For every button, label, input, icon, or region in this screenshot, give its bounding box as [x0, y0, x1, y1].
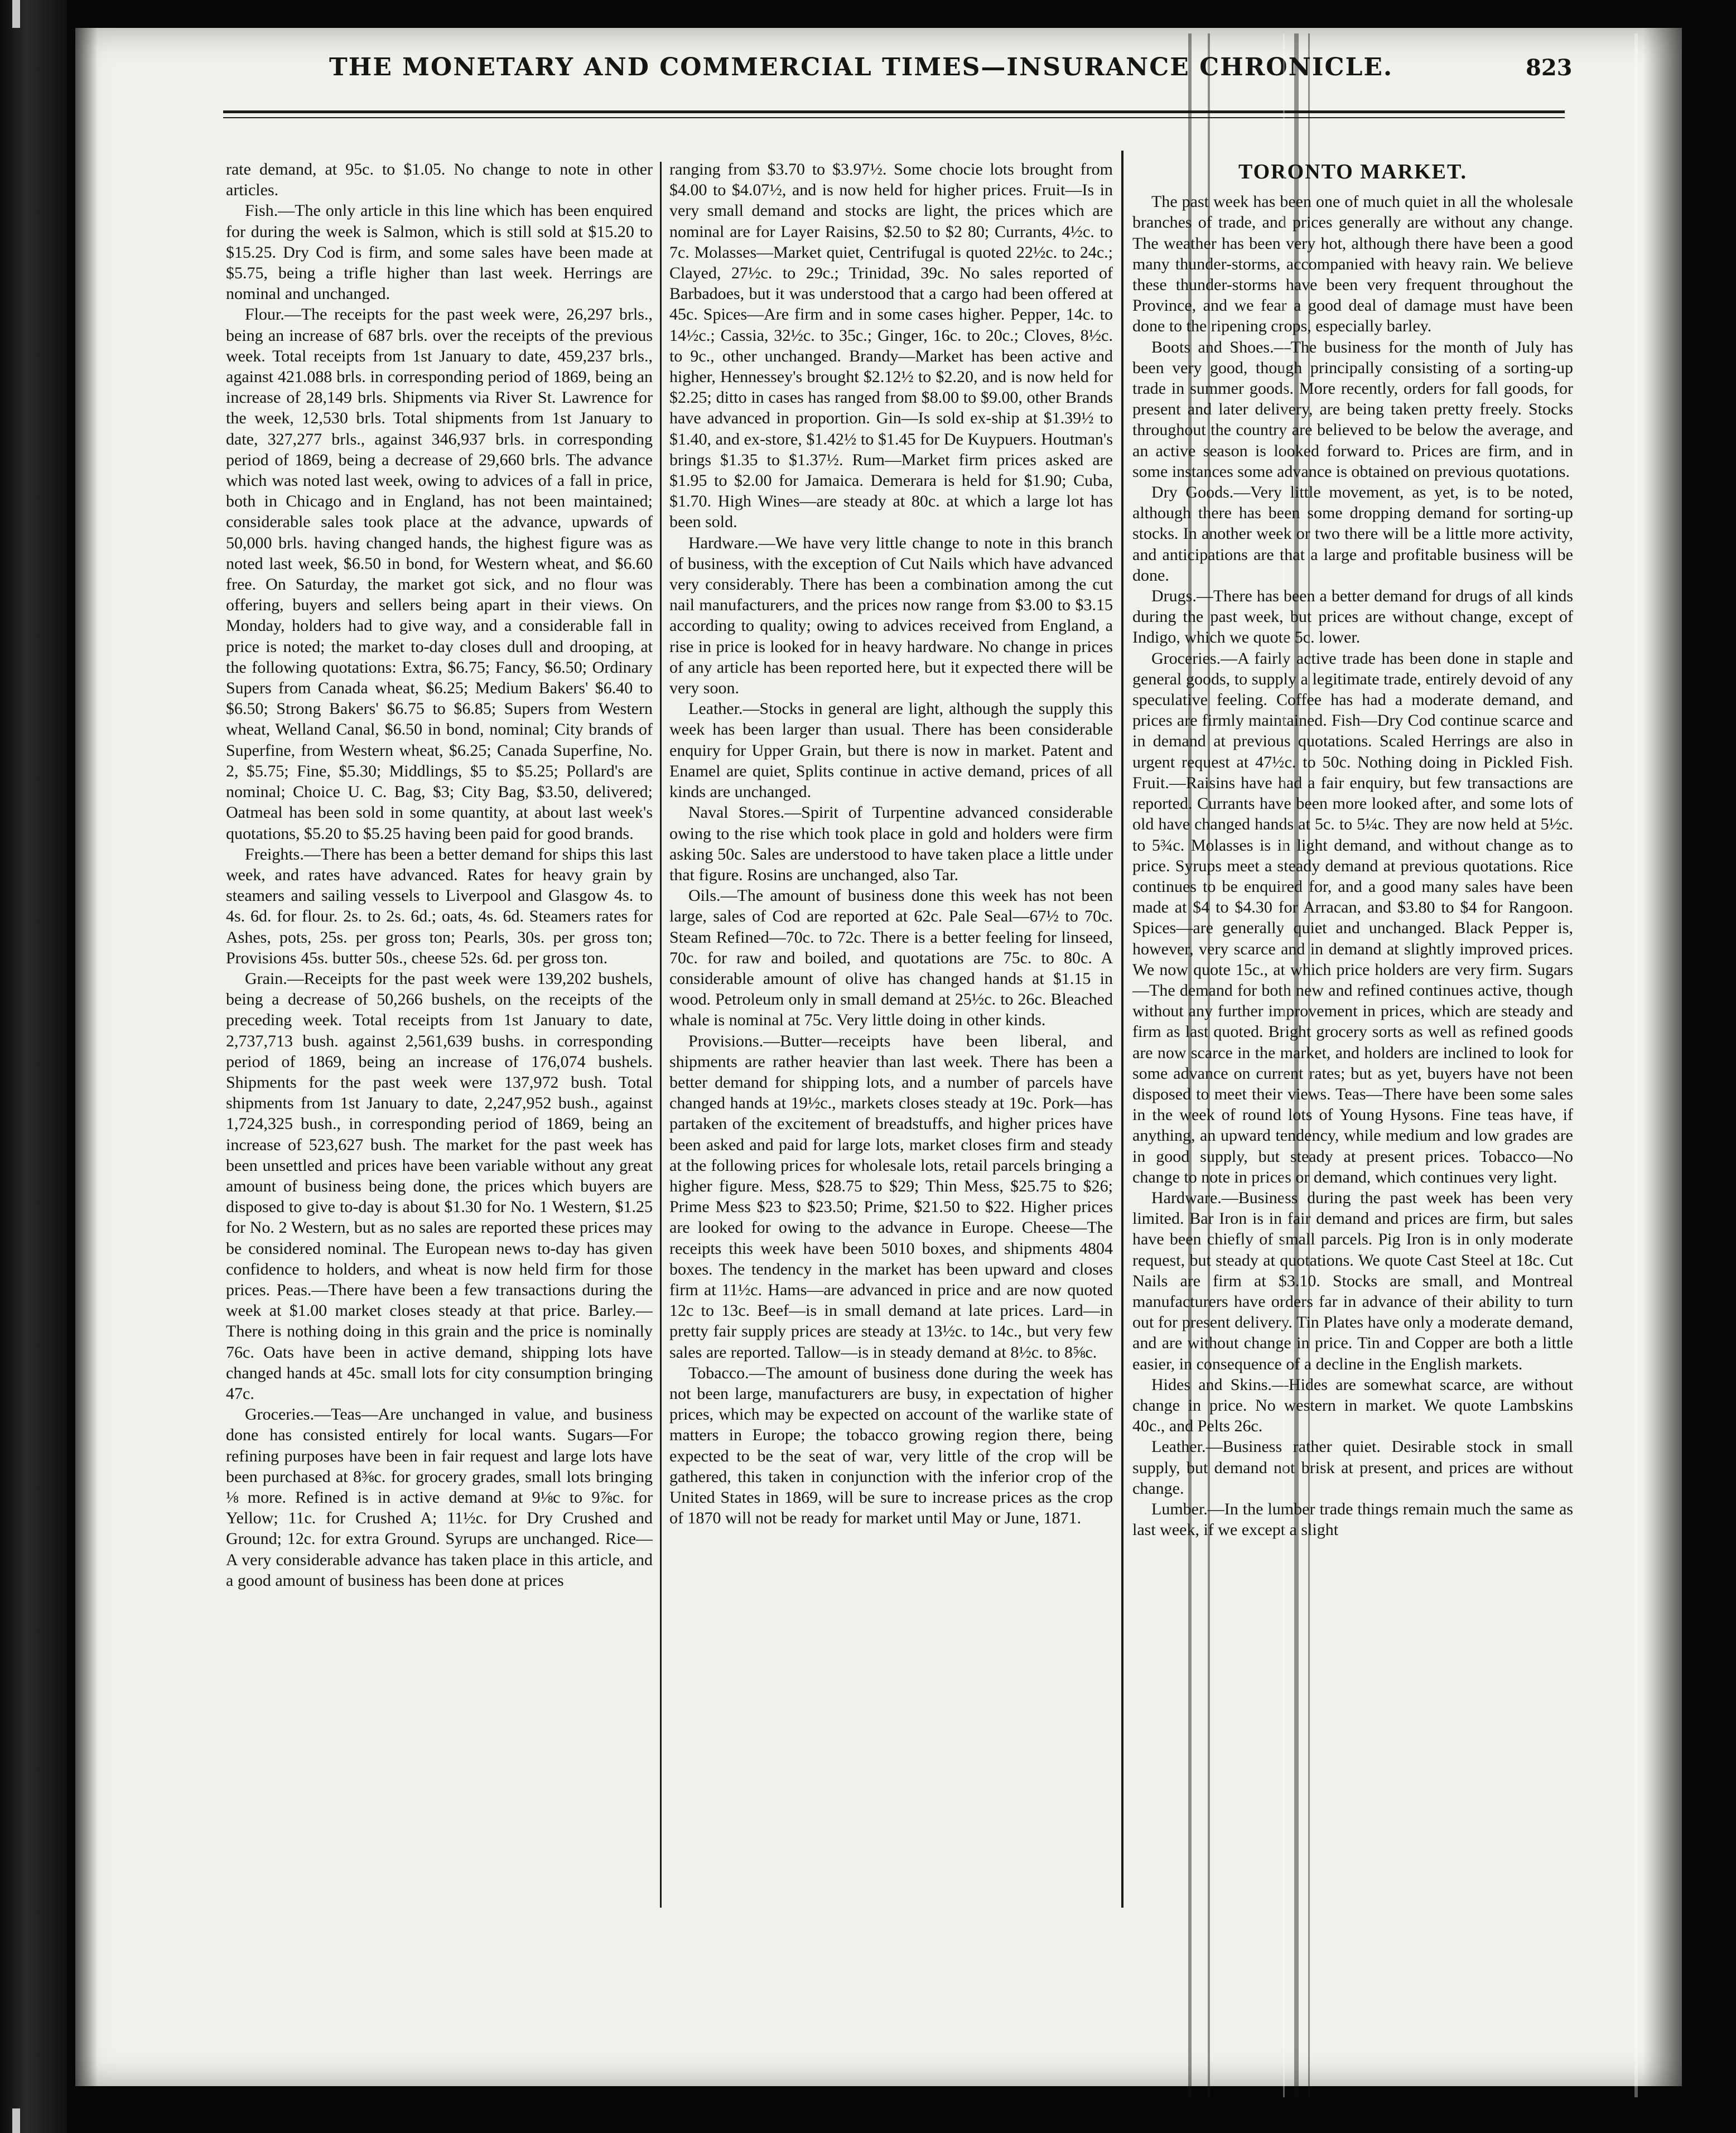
paragraph-drugs: Drugs.—There has been a better demand for drugs of all kinds during the past week, but prices are without change, except of Indigo, which we quote 5c. lower. [1132, 587, 1573, 647]
paragraph-lumber: Lumber.—In the lumber trade things remain much the same as last week, if we except a slight [1132, 1500, 1573, 1540]
film-edge [0, 0, 67, 2133]
column-divider-1 [660, 162, 662, 1908]
paragraph-flour: Flour.—The receipts for the past week were, 26,297 brls., being an increase of 687 brls. over the receipts of the previous week. Total receipts from 1st January to date, 459,237 brls., against 421.088 brls. in corresponding period of 1869, being an increase of 28,149 brls. Shipments via River St. Lawrence for the week, 12,530 brls. Total shipments from 1st January to date, 327,277 brls., against 346,937 brls. in corresponding period of 1869, being a decrease of 29,660 brls. The advance which was noted last week, owing to advices of a fall in price, both in Chicago and in England, has not been maintained; considerable sales took place at the advance, upwards of 50,000 brls. having changed hands, the highest figure was as noted last week, $6.50 in bond, for Western wheat, and $6.60 free. On Saturday, the market got sick, and no flour was offering, buyers and sellers being apart in their views. On Monday, holders had to give way, and a considerable fall in price is noted; the market to-day closes dull and drooping, at the following quotations: Extra, $6.75; Fancy, $6.50; Ordinary Supers from Canada wheat, $6.25; Medium Bakers' $6.40 to $6.50; Strong Bakers' $6.75 to $6.85; Supers from Western wheat, Welland Canal, $6.50 in bond, nominal; City brands of Superfine, from Western wheat, $6.25; Canada Superfine, No. 2, $5.75; Fine, $5.30; Middlings, $5 to $5.25; Pollard's are nominal; Choice U. C. Bag, $3; City Bag, $3.50, delivered; Oatmeal has been sold in some quantity, at about last week's quotations, $5.20 to $5.25 having been paid for good brands. [226, 305, 653, 843]
paragraph-intro: The past week has been one of much quiet in all the wholesale branches of trade, and prices generally are without any change. The weather has been very hot, although there have been a good many thunder-storms, accompanied with heavy rain. We believe these thunder-storms have been very frequent throughout the Province, and we fear a good deal of damage must have been done to the ripening crops, especially barley. [1132, 192, 1573, 336]
film-scratch [1283, 33, 1285, 2097]
paragraph-tobacco: Tobacco.—The amount of business done during the week has not been large, manufacturers are busy, in expectation of higher prices, which may be expected on account of the warlike state of matters in Europe; the tobacco growing region there, being expected to be the seat of war, very little of the crop will be gathered, this taken in conjunction with the inferior crop of the United States in 1869, will be sure to increase prices as the crop of 1870 will not be ready for market until May or June, 1871. [669, 1363, 1113, 1528]
section-heading: TORONTO MARKET. [1238, 162, 1468, 184]
paragraph-rice-continued: ranging from $3.70 to $3.97½. Some chocie lots brought from $4.00 to $4.07½, and is now held for higher prices. Fruit—Is in very small demand and stocks are light, the prices which are nominal are for Layer Raisins, $2.50 to $2 80; Currants, 4½c. to 7c. Molasses—Market quiet, Centrifugal is quoted 22½c. to 24c.; Clayed, 27½c. to 29c.; Trinidad, 39c. No sales reported of Barbadoes, but it was understood that a cargo had been offered at 45c. Spices—Are firm and in some cases higher. Pepper, 14c. to 14½c.; Cassia, 32½c. to 35c.; Ginger, 16c. to 20c.; Cloves, 8½c. to 9c., other unchanged. Brandy—Market has been active and higher, Hennessey's brought $2.12½ to $2.20, and is now held for $2.25; ditto in cases has ranged from $8.00 to $9.00, other Brands have advanced in proportion. Gin—Is sold ex-ship at $1.39½ to $1.40, and ex-store, $1.42½ to $1.45 for De Kuypuers. Houtman's brings $1.35 to $1.37½. Rum—Market firm prices asked are $1.95 to $2.00 for Jamaica. Demerara is held for $1.90; Cuba, $1.70. High Wines—are steady at 80c. at which a large lot has been sold. [669, 160, 1113, 532]
column-right [1132, 162, 1573, 1905]
paragraph-hardware: Hardware.—Business during the past week has been very limited. Bar Iron is in fair demand and prices are firm, but sales have been chiefly of small parcels. Pig Iron is in only moderate request, but steady at quotations. We quote Cast Steel at 18c. Cut Nails are firm at $3.10. Stocks are small, and Montreal manufacturers have orders far in advance of their ability to turn out for present delivery. Tin Plates have only a moderate demand, and are without change in price. Tin and Copper are both a little easier, in consequence of a decline in the English markets. [1132, 1188, 1573, 1373]
paragraph-hardware: Hardware.—We have very little change to note in this branch of business, with the exception of Cut Nails which have advanced very considerably. There has been a combination among the cut nail manufacturers, and the prices now range from $3.00 to $3.15 according to quality; owing to advices received from England, a rise in price is looked for in heavy hardware. No change in prices of any article has been reported here, but it expected there will be very soon. [669, 533, 1113, 698]
paragraph-dry-goods: Dry Goods.—Very little movement, as yet, is to be noted, although there has been some dropping demand for sorting-up stocks. In another week or two there will be a little more activity, and anticipations are that a large and profitable business will be done. [1132, 483, 1573, 585]
film-scratch [1634, 33, 1638, 2097]
paragraph-grain: Grain.—Receipts for the past week were 139,202 bushels, being a decrease of 50,266 bushels, on the receipts of the preceding week. Total receipts from 1st January to date, 2,737,713 bush. against 2,561,639 bushs. in corresponding period of 1869, being an increase of 176,074 bushels. Shipments for the past week were 137,972 bush. Total shipments from 1st January to date, 2,247,952 bush., against 1,724,325 bush., in corresponding period of 1869, being an increase of 523,627 bush. The market for the past week has been unsettled and prices have been variable without any great amount of business being done, the prices which buyers are disposed to give to-day is about $1.30 for No. 1 Western, $1.25 for No. 2 Western, but as no sales are reported these prices may be considered nominal. The European news to-day has given confidence to holders, and wheat is now held firm for those prices. Peas.—There have been a few transactions during the week at $1.00 market closes steady at that price. Barley.—There is nothing doing in this grain and the price is nominally 76c. Oats have been in active demand, shipping lots have changed hands at 45c. small lots for city consumption bringing 47c. [226, 969, 653, 1403]
header-rule-bottom [223, 117, 1565, 118]
film-scratch [1294, 33, 1299, 2097]
paragraph-provisions: Provisions.—Butter—receipts have been liberal, and shipments are rather heavier than last week. There has been a better demand for shipping lots, and a number of parcels have changed hands at 19½c., markets closes steady at 19c. Pork—has partaken of the excitement of breadstuffs, and higher prices have been asked and paid for large lots, market closes firm and steady at the following prices for wholesale lots, retail parcels bringing a higher figure. Mess, $28.75 to $29; Thin Mess, $25.75 to $26; Prime Mess $23 to $23.50; Prime, $21.50 to $22. Higher prices are looked for owing to the advance in Europe. Cheese—The receipts this week have been 5010 boxes, and shipments 4804 boxes. The tendency in the market has been upward and closes firm at 11½c. Hams—are advanced in price and are now quoted 12c to 13c. Beef—is in small demand at late prices. Lard—in pretty fair supply prices are steady at 13½c. to 14c., but very few sales are reported. Tallow—is in steady demand at 8½c. to 8⅝c. [669, 1031, 1113, 1362]
paragraph-naval-stores: Naval Stores.—Spirit of Turpentine advanced considerable owing to the rise which took place in gold and holders were firm asking 50c. Sales are understood to have taken place a little under that figure. Rosins are unchanged, also Tar. [669, 803, 1113, 884]
column-divider-2 [1121, 151, 1123, 1908]
paragraph-groceries: Groceries.—A fairly active trade has been done in staple and general goods, to supply a legitimate trade, entirely devoid of any speculative feeling. Coffee has had a moderate demand, and prices are firmly maintained. Fish—Dry Cod continue scarce and in demand at previous quotations. Scaled Herrings are also in urgent request at 47½c. to 50c. Nothing doing in Pickled Fish. Fruit.—Raisins have had a fair enquiry, but few transactions are reported. Currants have been more looked after, and some lots of old have changed hands at 5c. to 5¼c. They are now held at 5½c. to 5¾c. Molasses is in light demand, and without change as to price. Syrups meet a steady demand at previous quotations. Rice continues to be enquired for, and a good many sales have been made at $4 to $4.30 for Arracan, and $3.80 to $4 for Rangoon. Spices—are generally quiet and unchanged. Black Pepper is, however, very scarce and in demand at slightly improved prices. We now quote 15c., at which price holders are very firm. Sugars—The demand for both new and refined continues active, though without any further improvement in prices, which are steady and firm as last quoted. Bright grocery sorts as well as refined goods are now scarce in the market, and holders are inclined to look for some advance on current rates; but as yet, buyers have not been disposed to meet their views. Teas—There have been some sales in the week of round lots of Young Hysons. Fine teas have, if anything, an upward tendency, while medium and low grades are in good supply, but steady at present prices. Tobacco—No change to note in prices or demand, which continues very light. [1132, 649, 1573, 1186]
paragraph-fish: Fish.—The only article in this line which has been enquired for during the week is Salmon, which is still sold at $15.20 to $15.25. Dry Cod is firm, and some sales have been made at $5.75, being a trifle higher than last week. Herrings are nominal and unchanged. [226, 201, 653, 303]
page-gutter-shadow [75, 28, 98, 2086]
column-middle [669, 159, 1113, 1902]
film-scratch [1308, 33, 1310, 2097]
paragraph-leather: Leather.—Business rather quiet. Desirable stock in small supply, but demand not brisk at present, and prices are without change. [1132, 1437, 1573, 1498]
paragraph-oils: Oils.—The amount of business done this week has not been large, sales of Cod are reported at 62c. Pale Seal—67½ to 70c. Steam Refined—70c. to 72c. There is a better feeling for linseed, 70c. for raw and boiled, and quotations are 75c. to 80c. A considerable amount of olive has changed hands at $1.15 in wood. Petroleum only in small demand at 25½c. to 26c. Bleached whale is nominal at 75c. Very little doing in other kinds. [669, 886, 1113, 1030]
film-scratch [1208, 33, 1210, 2097]
page-edge-shadow [1643, 28, 1682, 2086]
page-number: 823 [1526, 55, 1573, 81]
film-sprocket-top [12, 0, 20, 28]
column-left [226, 159, 653, 1902]
film-scratch [1188, 33, 1192, 2097]
paragraph-boots-shoes: Boots and Shoes.—The business for the month of July has been very good, though principally consisting of a sorting-up trade in summer goods. More recently, orders for fall goods, for present and later delivery, are being taken pretty freely. Stocks throughout the country are believed to be below the average, and an active season is looked forward to. Prices are firm, and in some instances some advance is obtained on previous quotations. [1132, 337, 1573, 481]
film-sprocket-bottom [12, 2108, 20, 2133]
paragraph-hides-skins: Hides and Skins.—Hides are somewhat scarce, are without change in price. No western in market. We quote Lambskins 40c., and Pelts 26c. [1132, 1375, 1573, 1436]
paragraph-leather: Leather.—Stocks in general are light, although the supply this week has been larger than usual. There has been considerable enquiry for Upper Grain, but there is now in market. Patent and Enamel are quiet, Splits continue in active demand, prices of all kinds are unchanged. [669, 699, 1113, 802]
header-rule-top [223, 110, 1565, 113]
paragraph: rate demand, at 95c. to $1.05. No change to note in other articles. [226, 160, 653, 200]
paragraph-freights: Freights.—There has been a better demand for ships this last week, and rates have advanced. Rates for heavy grain by steamers and sailing vessels to Liverpool and Glasgow 4s. to 4s. 6d. for flour. 2s. to 2s. 6d.; oats, 4s. 6d. Steamers rates for Ashes, pots, 25s. per gross ton; Pearls, 30s. per gross ton; Provisions 45s. butter 50s., cheese 52s. 6d. per gross ton. [226, 844, 653, 967]
page-title: THE MONETARY AND COMMERCIAL TIMES—INSURANCE CHRONICLE. [329, 53, 1393, 81]
paragraph-groceries: Groceries.—Teas—Are unchanged in value, and business done has consisted entirely for local wants. Sugars—For refining purposes have been in fair request and large lots have been purchased at 8⅜c. for grocery grades, small lots bringing ⅛ more. Refined is in active demand at 9⅛c to 9⅞c. for Yellow; 11c. for Crushed A; 11½c. for Dry Crushed and Ground; 12c. for extra Ground. Syrups are unchanged. Rice—A very considerable advance has taken place in this article, and a good amount of business has been done at prices [226, 1405, 653, 1590]
